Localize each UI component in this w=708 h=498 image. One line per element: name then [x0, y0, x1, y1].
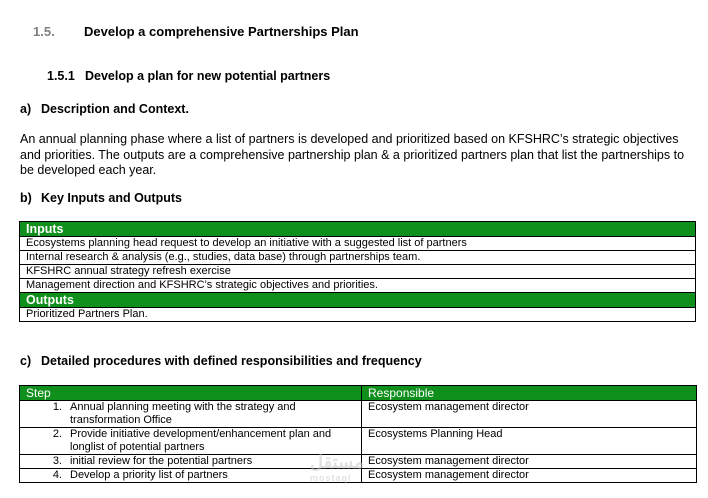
watermark-text: مستقل — [310, 452, 364, 472]
table-row — [20, 428, 697, 455]
table-row — [20, 237, 696, 251]
heading-2-title: Develop a plan for new potential partners — [85, 69, 331, 83]
heading-1 — [33, 24, 359, 39]
step-cell — [20, 401, 362, 428]
section-a-heading — [20, 102, 189, 116]
outputs-header-row — [20, 293, 696, 308]
responsible-cell: Ecosystem management director — [362, 469, 697, 483]
input-item: Internal research & analysis (e.g., studies, data base) through partnerships team. — [20, 251, 696, 265]
section-a-title: Description and Context. — [41, 102, 189, 116]
step-cell — [20, 455, 362, 469]
step-cell — [20, 469, 362, 483]
input-item: Management direction and KFSHRC’s strategic objectives and priorities. — [20, 279, 696, 293]
table-row — [20, 251, 696, 265]
section-a-letter: a) — [20, 102, 32, 116]
procedures-table — [19, 385, 697, 483]
inputs-header: Inputs — [20, 222, 696, 237]
heading-1-title: Develop a comprehensive Partnerships Plan — [84, 24, 359, 39]
responsible-header: Responsible — [362, 386, 697, 401]
heading-2 — [47, 69, 330, 83]
heading-2-number: 1.5.1 — [47, 69, 75, 83]
inputs-header-row — [20, 222, 696, 237]
output-item: Prioritized Partners Plan. — [20, 308, 696, 322]
table-row — [20, 455, 697, 469]
section-c-heading — [20, 354, 422, 368]
step-text: Annual planning meeting with the strategy and transformation Office — [70, 401, 296, 426]
step-number: 1. — [52, 401, 62, 413]
table-row — [20, 308, 696, 322]
section-c-letter: c) — [20, 354, 32, 368]
procedures-header-row — [20, 386, 697, 401]
step-cell — [20, 428, 362, 455]
step-header: Step — [20, 386, 362, 401]
heading-1-number: 1.5. — [33, 24, 55, 39]
responsible-cell: Ecosystem management director — [362, 455, 697, 469]
step-text: Provide initiative development/enhancement plan and longlist of potential partners — [70, 428, 332, 453]
section-b-letter: b) — [20, 191, 32, 205]
step-text: initial review for the potential partners — [70, 455, 253, 467]
inputs-outputs-table — [19, 221, 696, 322]
table-row — [20, 469, 697, 483]
table-row — [20, 401, 697, 428]
section-b-heading — [20, 191, 182, 205]
description-paragraph: An annual planning phase where a list of partners is developed and prioritized based on KFSHRC’s strategic objectives and priorities. The outputs are a comprehensive partnership plan & a prioritized partners plan that list the partnerships to be developed each year. — [20, 132, 685, 177]
section-c-title: Detailed procedures with defined responsibilities and frequency — [41, 354, 422, 368]
step-number: 3. — [52, 455, 62, 467]
responsible-cell: Ecosystems Planning Head — [362, 428, 697, 455]
table-row — [20, 279, 696, 293]
section-b-title: Key Inputs and Outputs — [41, 191, 182, 205]
outputs-header: Outputs — [20, 293, 696, 308]
step-number: 2. — [52, 428, 62, 440]
step-text: Develop a priority list of partners — [70, 469, 228, 481]
input-item: KFSHRC annual strategy refresh exercise — [20, 265, 696, 279]
input-item: Ecosystems planning head request to develop an initiative with a suggested list of partners — [20, 237, 696, 251]
responsible-cell: Ecosystem management director — [362, 401, 697, 428]
watermark-subtext: mostaql — [310, 473, 352, 483]
step-number: 4. — [52, 469, 62, 481]
table-row — [20, 265, 696, 279]
